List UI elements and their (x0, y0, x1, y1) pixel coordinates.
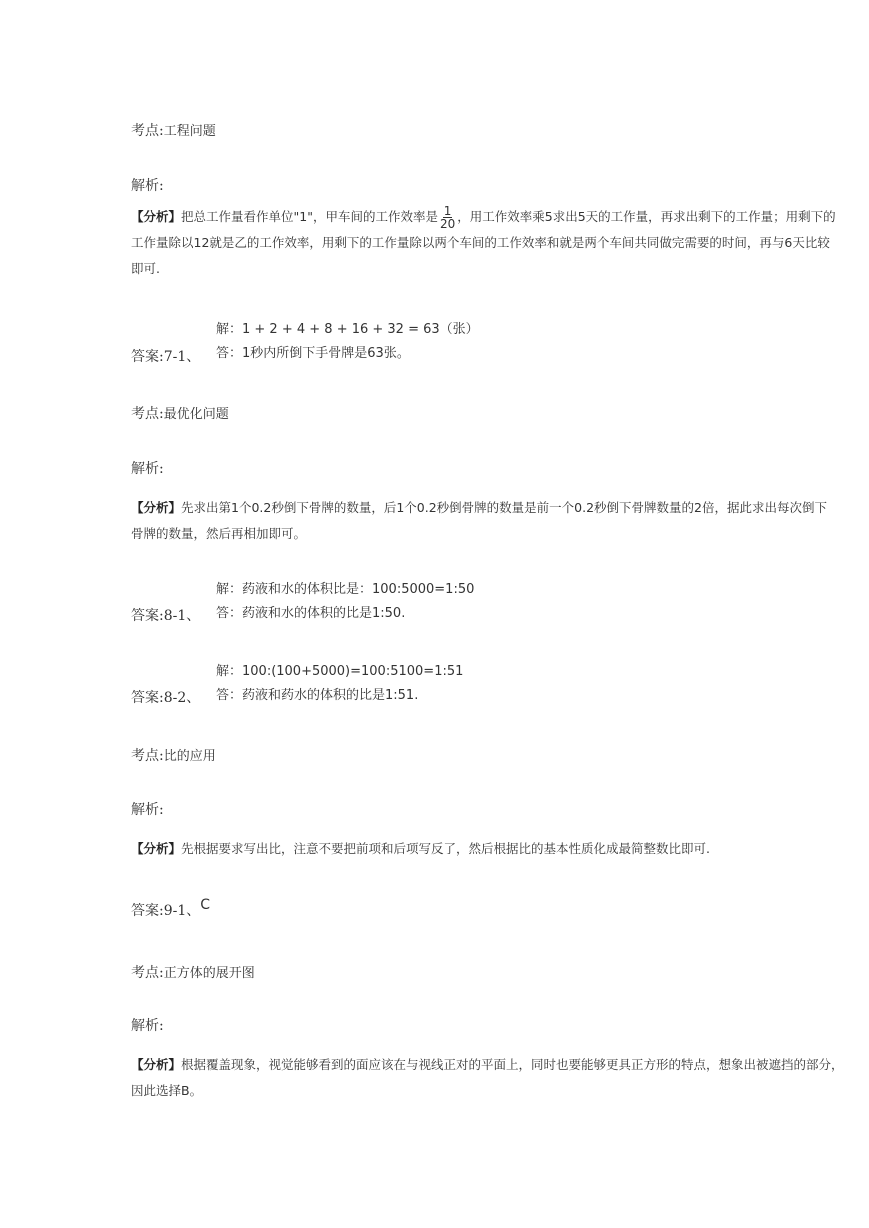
answer-9-1-value: C (200, 897, 211, 913)
analysis-tag: 【分析】 (131, 209, 182, 224)
analysis-paragraph-2 (131, 495, 836, 547)
jiexi-label-3: 解析: (131, 802, 164, 818)
kaodian-row-4 (131, 962, 255, 982)
kaodian-label: 考点: (131, 123, 164, 139)
analysis-paragraph-3 (131, 836, 836, 862)
analysis-paragraph-4 (131, 1052, 851, 1104)
jiexi-label-1: 解析: (131, 178, 164, 194)
answer-7-1-line2: 答：1秒内所倒下手骨牌是63张。 (216, 346, 410, 361)
analysis-tag: 【分析】 (131, 841, 182, 856)
answer-8-1-line1: 解：药液和水的体积比是：100:5000=1:50 (216, 582, 475, 597)
answer-9-1-row (131, 897, 211, 920)
analysis-tag: 【分析】 (131, 1057, 182, 1072)
analysis-tag: 【分析】 (131, 500, 182, 515)
answer-8-2-label: 答案:8-2、 (131, 690, 201, 706)
answer-8-2-line1: 解：100:(100+5000)=100:5100=1:51 (216, 664, 464, 679)
kaodian-label: 考点: (131, 406, 164, 422)
kaodian-row-2 (131, 403, 229, 423)
kaodian-row-3 (131, 745, 216, 765)
answer-8-1-label: 答案:8-1、 (131, 608, 201, 624)
answer-7-1-line1: 解：1 + 2 + 4 + 8 + 16 + 32 = 63（张） (216, 322, 479, 337)
kaodian-value: 工程问题 (163, 124, 216, 139)
jiexi-label-4: 解析: (131, 1018, 164, 1034)
kaodian-label: 考点: (131, 965, 164, 981)
jiexi-label-2: 解析: (131, 461, 164, 477)
kaodian-value: 比的应用 (163, 749, 216, 764)
kaodian-label: 考点: (131, 748, 164, 764)
analysis-text-part2: ，用工作效率乘5求出5天的工作量，再求出剩下的工作量；用剩下的工作量除以12就是乙的工作效率，用剩下的工作量除以两个车间的工作效率和就是两个车间共同做完需要的时间，再与6天比较即可. (131, 209, 836, 276)
analysis-text: 先根据要求写出比，注意不要把前项和后项写反了，然后根据比的基本性质化成最简整数比即可. (181, 841, 710, 856)
analysis-text: 根据覆盖现象，视觉能够看到的面应该在与视线正对的平面上，同时也要能够更具正方形的特点，想象出被遮挡的部分，因此选择B。 (131, 1057, 844, 1098)
answer-7-1-label: 答案:7-1、 (131, 349, 201, 365)
answer-8-2-line2: 答：药液和药水的体积的比是1:51. (216, 688, 419, 703)
answer-9-1-label: 答案:9-1、 (131, 903, 201, 919)
kaodian-row-1 (131, 120, 216, 140)
analysis-paragraph-1 (131, 204, 836, 282)
kaodian-value: 正方体的展开图 (163, 966, 255, 981)
answer-8-1-line2: 答：药液和水的体积的比是1:50. (216, 606, 406, 621)
analysis-text: 先求出第1个0.2秒倒下骨牌的数量，后1个0.2秒倒骨牌的数量是前一个0.2秒倒下骨牌数量的2倍，据此求出每次倒下骨牌的数量，然后再相加即可。 (131, 500, 828, 541)
kaodian-value: 最优化问题 (163, 407, 229, 422)
analysis-text-part1: 把总工作量看作单位"1"，甲车间的工作效率是 (181, 209, 438, 224)
fraction-one-twentieth: $\frac{1}{20}$ (439, 204, 456, 231)
